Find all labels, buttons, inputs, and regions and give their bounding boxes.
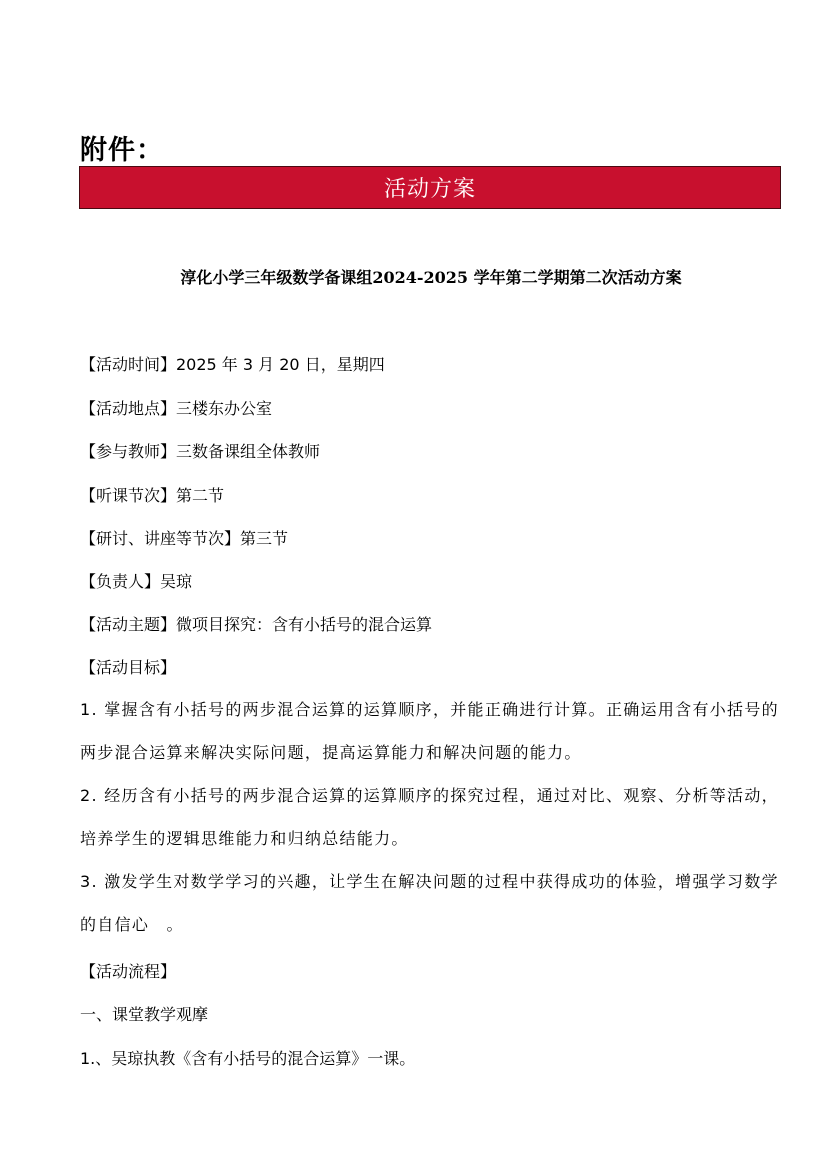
goals-heading: 【活动目标】 [80,658,177,677]
process-item-one: 1.、吴琼执教《含有小括号的混合运算》一课。 [80,1049,416,1068]
participating-teachers: 【参与教师】三数备课组全体教师 [80,442,321,461]
person-in-charge: 【负责人】吴琼 [80,572,193,591]
goal-item-2: 2. 经历含有小括号的两步混合运算的运算顺序的探究过程，通过对比、观察、分析等活动，培养学生的逻辑思维能力和归纳总结能力。 [80,786,779,848]
activity-time: 【活动时间】2025 年 3 月 20 日，星期四 [80,355,385,374]
goal-item-3: 3. 激发学生对数学学习的兴趣，让学生在解决问题的过程中获得成功的体验，增强学习数学的自信心 。 [80,872,779,934]
banner-text: 活动方案 [383,177,476,202]
document-title: 淳化小学三年级数学备课组2024-2025 学年第二学期第二次活动方案 [180,268,682,287]
activity-location: 【活动地点】三楼东办公室 [80,399,273,418]
attachment-label: 附件： [80,135,164,166]
process-section-one: 一、课堂教学观摩 [80,1005,209,1024]
process-heading: 【活动流程】 [80,962,177,981]
activity-theme: 【活动主题】微项目探究：含有小括号的混合运算 [80,615,433,634]
seminar-period: 【研讨、讲座等节次】第三节 [80,529,289,548]
goal-item-1: 1. 掌握含有小括号的两步混合运算的运算顺序，并能正确进行计算。正确运用含有小括号的两步混合运算来解决实际问题，提高运算能力和解决问题的能力。 [80,700,779,762]
lesson-period: 【听课节次】第二节 [80,486,225,505]
activity-plan-banner [79,166,781,209]
